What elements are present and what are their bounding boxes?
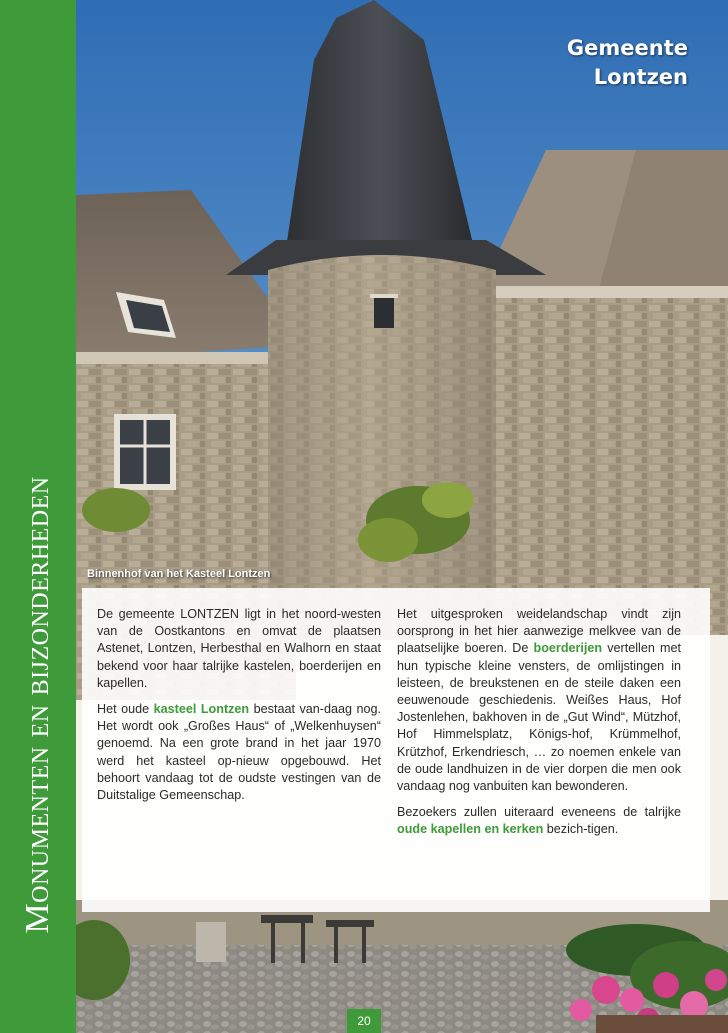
highlight-kapellen: oude kapellen en kerken (397, 822, 544, 837)
page-title-line1: Gemeente (566, 36, 688, 60)
text-run: Het oude (97, 702, 154, 717)
text-run: Bezoekers zullen uiteraard eveneens de talrijke (397, 805, 681, 820)
text-panel (82, 588, 710, 912)
text-run: Het uitgesproken weidelandschap vindt zijn oorsprong in het hier aanwezige melkvee van de plaatselijke boeren. De (397, 607, 681, 656)
page-number: 20 (347, 1009, 381, 1033)
paragraph: De gemeente LONTZEN ligt in het noord-westen van de Oostkantons en omvat de plaatsen Astenet, Lontzen, Herbesthal en Walhorn en staat bekend voor haar talrijke kastelen, boerderijen en kapellen. (97, 607, 381, 690)
text-run: bezich-tigen. (543, 822, 619, 837)
paragraph (397, 606, 681, 795)
section-title-vertical: Monumenten en bijzonderheden (19, 476, 56, 934)
paragraph (397, 804, 681, 838)
text-column-left (97, 606, 381, 813)
page-title-line2: Lontzen (593, 65, 688, 89)
text-run: bestaat van-daag nog. Het wordt ook „Großes Haus“ of „Welkenhuysen“ genoemd. Na een grote brand in het jaar 1970 werd het kasteel op-nieuw opgebouwd. Het behoort vandaag tot de oudste vestingen van de Duitstalige Gemeenschap. (97, 702, 381, 803)
highlight-kasteel: kasteel Lontzen (153, 702, 250, 717)
text-run: vertellen met hun typische kleine vensters, de omlijstingen in leisteen, de breukstenen en de steile daken een eeuwenoude geschiedenis. Weißes Haus, Hof Jostenlehen, bakhoven in de „Gut Wind“, Mützhof, Hof Himmelsplatz, Königs-hof, Krümmelhof, Krützhof, Erkendriesch, … zo noemen enkele van de oude landhuizen in de vier dorpen die men ook vandaag nog vanbuiten kan bewonderen. (397, 641, 681, 794)
text-column-right (397, 606, 681, 848)
photo-caption: Binnenhof van het Kasteel Lontzen (87, 568, 271, 580)
highlight-boerderijen: boerderijen (533, 641, 603, 656)
page-title (567, 34, 688, 92)
paragraph (97, 701, 381, 804)
